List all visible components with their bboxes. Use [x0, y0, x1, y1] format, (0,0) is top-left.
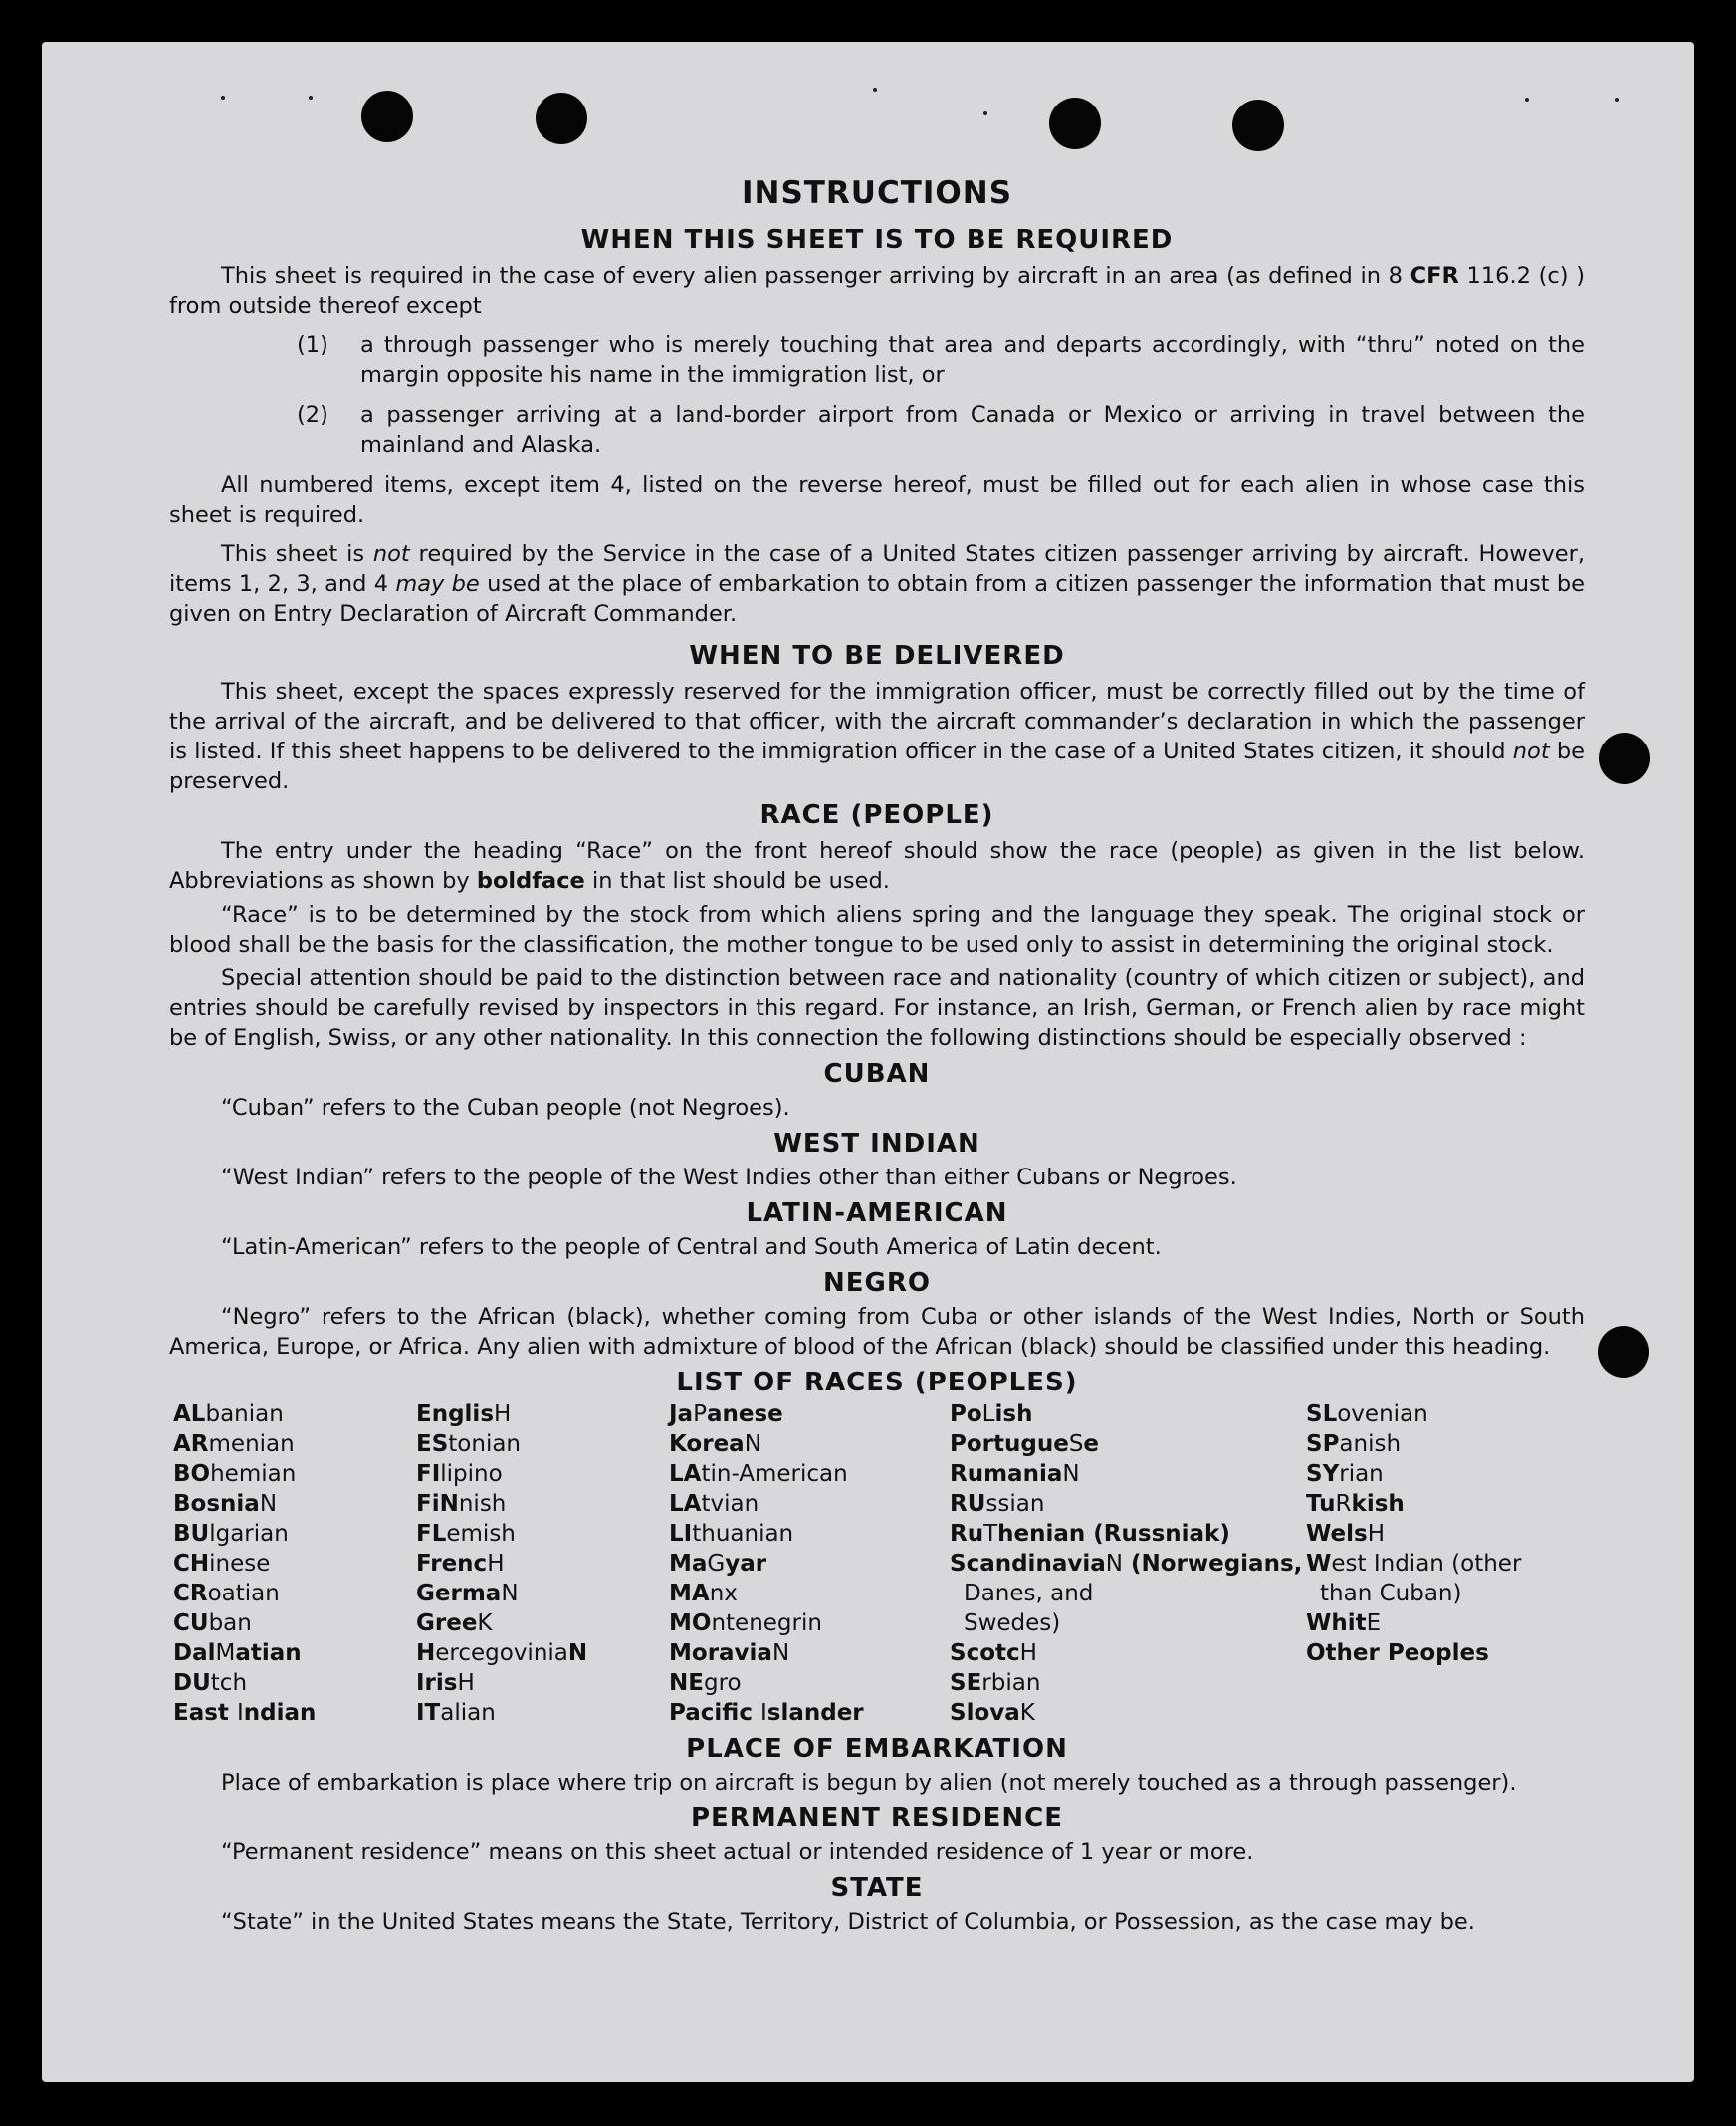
race-entry: RUssian — [950, 1491, 1045, 1517]
race-entry: MOntenegrin — [669, 1610, 822, 1636]
item-number: (2) — [297, 402, 328, 428]
race-entry: JaPanese — [669, 1401, 783, 1427]
speck — [1615, 98, 1619, 102]
punch-hole — [536, 93, 587, 144]
race-entry: LAtvian — [669, 1491, 760, 1517]
race-entry: GreeK — [416, 1610, 493, 1636]
race-entry: East Indian — [173, 1700, 317, 1726]
race-entry: KoreaN — [669, 1431, 761, 1457]
race-entry: MAnx — [669, 1581, 738, 1606]
races-column — [950, 1399, 1306, 1728]
race-entry: FIlipino — [416, 1461, 503, 1487]
race-entry: DalMatian — [173, 1640, 302, 1666]
race-entry: RumaniaN — [950, 1461, 1080, 1487]
race-entry: HercegoviniaN — [416, 1640, 588, 1666]
races-column — [173, 1399, 416, 1728]
residence-text: “Permanent residence” means on this sheet actual or intended residence of 1 year or more. — [221, 1839, 1254, 1865]
race-entry: ScandinaviaN (Norwegians, — [950, 1551, 1303, 1577]
race-entry: ITalian — [416, 1700, 496, 1726]
heading-west-indian: WEST INDIAN — [773, 1129, 980, 1159]
race-p2: “Race” is to be determined by the stock from which aliens spring and the language they speak. The original stock or blood shall be the basis for the classification, the mother tongue to be used only to assist in determining the original stock. — [169, 902, 1585, 957]
race-entry: LIthuanian — [669, 1521, 794, 1547]
race-entry: SlovaK — [950, 1700, 1035, 1726]
race-p1: The entry under the heading “Race” on the front hereof should show the race (people) as given in the list below. Abbreviations as shown by boldface in that list should be used. — [169, 838, 1585, 894]
race-entry: Swedes) — [964, 1610, 1061, 1636]
citizen-note: This sheet is not required by the Service in the case of a United States citizen passenger arriving by aircraft. However, items 1, 2, 3, and 4 may be used at the place of embarkation to obtain from a citizen passenger the information that must be given on Entry Declaration of Aircraft Commander. — [169, 541, 1585, 627]
race-entry: PoLish — [950, 1401, 1033, 1427]
race-entry: FiNnish — [416, 1491, 507, 1517]
exception-item — [297, 330, 1585, 390]
heading-place-of-embarkation: PLACE OF EMBARKATION — [686, 1734, 1068, 1764]
numbered-items-note: All numbered items, except item 4, listed on the reverse hereof, must be filled out for each alien in whose case this sheet is required. — [169, 472, 1585, 528]
punch-hole — [1599, 733, 1650, 784]
races-column — [416, 1399, 669, 1728]
race-entry: BOhemian — [173, 1461, 297, 1487]
punch-hole — [1049, 98, 1101, 149]
punch-hole — [1232, 100, 1284, 151]
latin-american-text: “Latin-American” refers to the people of Central and South America of Latin decent. — [221, 1234, 1162, 1260]
race-entry: GermaN — [416, 1581, 519, 1606]
speck — [221, 96, 225, 100]
cuban-text: “Cuban” refers to the Cuban people (not Negroes). — [221, 1095, 790, 1121]
race-entry: than Cuban) — [1320, 1581, 1462, 1606]
race-entry: SErbian — [950, 1670, 1041, 1696]
race-entry: TuRkish — [1306, 1491, 1405, 1517]
heading-when-delivered: WHEN TO BE DELIVERED — [689, 641, 1065, 671]
race-entry: SPanish — [1306, 1431, 1402, 1457]
state-text: “State” in the United States means the State, Territory, District of Columbia, or Possession, as the case may be. — [221, 1909, 1475, 1935]
negro-text: “Negro” refers to the African (black), whether coming from Cuba or other islands of the West Indies, North or South America, Europe, or Africa. Any alien with admixture of blood of the African (black) should be classified under this heading. — [169, 1304, 1585, 1360]
race-entry: CHinese — [173, 1551, 271, 1577]
race-entry: ScotcH — [950, 1640, 1037, 1666]
heading-latin-american: LATIN-AMERICAN — [746, 1198, 1008, 1228]
race-entry: IrisH — [416, 1670, 475, 1696]
race-entry: DUtch — [173, 1670, 248, 1696]
races-column — [669, 1399, 950, 1728]
west-indian-text: “West Indian” refers to the people of the West Indies other than either Cubans or Negroes. — [221, 1165, 1237, 1190]
heading-list-of-races: LIST OF RACES (PEOPLES) — [676, 1368, 1078, 1397]
race-p3: Special attention should be paid to the distinction between race and nationality (country of which citizen or subject), and entries should be carefully revised by inspectors in this regard. For instance, an Irish, German, or French alien by race might be of English, Swiss, or any other nationality. In this connection the following distinctions should be especially observed : — [169, 965, 1585, 1051]
race-entry: CUban — [173, 1610, 252, 1636]
race-entry: WelsH — [1306, 1521, 1386, 1547]
race-entry: BosniaN — [173, 1491, 278, 1517]
heading-race: RACE (PEOPLE) — [760, 800, 994, 830]
race-entry: West Indian (other — [1306, 1551, 1522, 1577]
heading-cuban: CUBAN — [823, 1059, 931, 1089]
race-entry: MoraviaN — [669, 1640, 790, 1666]
race-entry: RuThenian (Russniak) — [950, 1521, 1230, 1547]
race-entry: SYrian — [1306, 1461, 1384, 1487]
page-title: INSTRUCTIONS — [741, 175, 1013, 211]
heading-negro: NEGRO — [823, 1268, 931, 1298]
speck — [309, 96, 313, 100]
race-entry: ALbanian — [173, 1401, 284, 1427]
race-entry: PortugueSe — [950, 1431, 1100, 1457]
race-entry: SLovenian — [1306, 1401, 1428, 1427]
embarkation-text: Place of embarkation is place where trip on aircraft is begun by alien (not merely touched as a through passenger). — [221, 1770, 1517, 1796]
document-page — [42, 42, 1694, 2082]
race-entry: FLemish — [416, 1521, 516, 1547]
race-entry: MaGyar — [669, 1551, 767, 1577]
race-entry: CRoatian — [173, 1581, 280, 1606]
race-entry: LAtin-American — [669, 1461, 848, 1487]
race-entry: EnglisH — [416, 1401, 512, 1427]
race-entry: Danes, and — [964, 1581, 1094, 1606]
heading-when-required: WHEN THIS SHEET IS TO BE REQUIRED — [580, 225, 1174, 255]
races-list — [173, 1399, 1585, 1728]
race-entry: Other Peoples — [1306, 1640, 1489, 1666]
item-number: (1) — [297, 332, 328, 358]
heading-state: STATE — [830, 1873, 924, 1903]
speck — [873, 88, 877, 92]
race-entry: Pacific Islander — [669, 1700, 864, 1726]
race-entry: FrencH — [416, 1551, 505, 1577]
exception-item — [297, 400, 1585, 460]
race-entry: ARmenian — [173, 1431, 295, 1457]
race-entry: NEgro — [669, 1670, 742, 1696]
instructions-body — [169, 171, 1585, 1947]
races-column — [1306, 1399, 1575, 1728]
heading-permanent-residence: PERMANENT RESIDENCE — [690, 1804, 1064, 1833]
speck — [1525, 98, 1529, 102]
item-text: a passenger arriving at a land-border airport from Canada or Mexico or arriving in travel between the mainland and Alaska. — [360, 402, 1585, 458]
race-entry: WhitE — [1306, 1610, 1382, 1636]
required-intro: This sheet is required in the case of every alien passenger arriving by aircraft in an area (as defined in 8 CFR 116.2 (c) ) from outside thereof except — [169, 263, 1585, 319]
item-text: a through passenger who is merely touching that area and departs accordingly, with “thru” noted on the margin opposite his name in the immigration list, or — [360, 332, 1585, 388]
punch-hole — [1598, 1326, 1649, 1378]
race-entry: BUlgarian — [173, 1521, 289, 1547]
speck — [983, 111, 987, 115]
delivered-text: This sheet, except the spaces expressly reserved for the immigration officer, must be correctly filled out by the time of the arrival of the aircraft, and be delivered to that officer, with the aircraft commander’s declaration in which the passenger is listed. If this sheet happens to be delivered to the immigration officer in the case of a United States citizen, it should not be preserved. — [169, 679, 1586, 794]
race-entry: EStonian — [416, 1431, 522, 1457]
punch-hole — [361, 91, 413, 142]
